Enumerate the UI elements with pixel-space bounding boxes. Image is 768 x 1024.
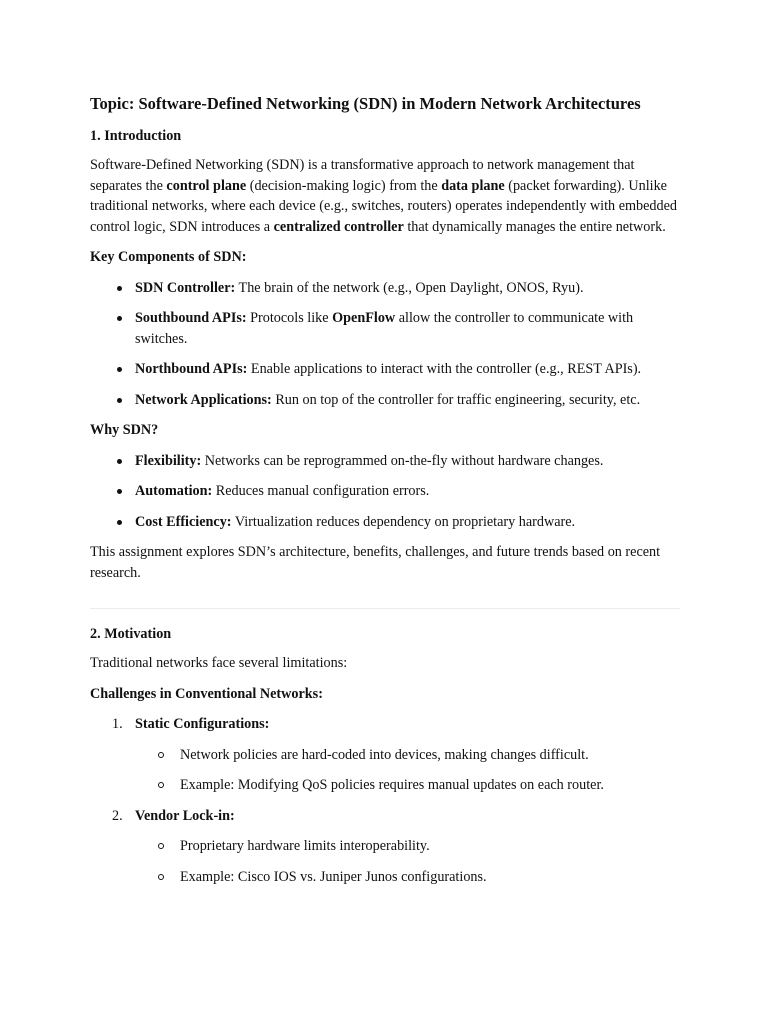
intro-paragraph bbox=[90, 155, 685, 237]
intro-text: that dynamically manages the entire network. bbox=[403, 218, 666, 235]
sub-list-item bbox=[90, 745, 685, 766]
list-item bbox=[90, 390, 685, 411]
list-item bbox=[90, 278, 685, 299]
hollow-bullet-icon bbox=[158, 782, 164, 788]
intro-text: Software-Defined Networking (SDN) is a transformative approach to network management that separates the bbox=[90, 157, 635, 194]
numbered-item-title: Vendor Lock-in: bbox=[135, 807, 235, 824]
term-control-plane: control plane bbox=[166, 177, 247, 194]
item-term: Cost Efficiency: bbox=[135, 513, 232, 530]
term-openflow: OpenFlow bbox=[332, 310, 396, 326]
item-text: Virtualization reduces dependency on proprietary hardware. bbox=[231, 513, 576, 530]
challenges-label: Challenges in Conventional Networks: bbox=[90, 685, 323, 702]
list-item bbox=[90, 481, 685, 502]
item-text: Enable applications to interact with the controller (e.g., REST APIs). bbox=[247, 361, 642, 377]
list-item bbox=[90, 512, 685, 533]
section-divider bbox=[90, 608, 680, 609]
intro-text: (packet forwarding). Unlike traditional networks, where each device (e.g., switches, routers) operates independently with embedded control logic, SDN introduces a bbox=[90, 177, 677, 235]
motivation-lead: Traditional networks face several limitations: bbox=[90, 655, 348, 671]
list-item bbox=[90, 451, 685, 472]
list-item bbox=[90, 359, 685, 380]
list-number: 1. bbox=[112, 716, 123, 732]
sub-item-text: Example: Cisco IOS vs. Juniper Junos configurations. bbox=[180, 868, 487, 885]
why-sdn-list bbox=[90, 451, 685, 533]
term-centralized-controller: centralized controller bbox=[273, 218, 404, 235]
item-term: Southbound APIs: bbox=[135, 310, 247, 326]
section-heading-motivation: 2. Motivation bbox=[90, 626, 172, 642]
item-text: Reduces manual configuration errors. bbox=[212, 483, 430, 499]
document-body bbox=[90, 93, 685, 897]
sub-list-item bbox=[90, 775, 685, 796]
numbered-item bbox=[90, 714, 685, 796]
intro-text: (decision-making logic) from the bbox=[246, 177, 442, 194]
item-text: Networks can be reprogrammed on-the-fly without hardware changes. bbox=[201, 452, 604, 469]
challenges-list bbox=[90, 714, 685, 887]
closing-paragraph: This assignment explores SDN’s architecture, benefits, challenges, and future trends based on recent research. bbox=[90, 544, 661, 581]
item-term: Network Applications: bbox=[135, 391, 272, 408]
list-item bbox=[90, 308, 685, 349]
item-term: Automation: bbox=[135, 483, 213, 499]
sub-item-text: Network policies are hard-coded into devices, making changes difficult. bbox=[180, 746, 589, 763]
sub-list-item bbox=[90, 836, 685, 857]
key-components-label: Key Components of SDN: bbox=[90, 249, 247, 265]
why-sdn-label: Why SDN? bbox=[90, 422, 159, 438]
sub-list-item bbox=[90, 867, 685, 888]
hollow-bullet-icon bbox=[158, 752, 164, 758]
numbered-item-title-row bbox=[90, 714, 685, 735]
sub-list bbox=[90, 745, 685, 796]
numbered-item bbox=[90, 806, 685, 888]
numbered-item-title: Static Configurations: bbox=[135, 716, 270, 732]
sub-item-text: Example: Modifying QoS policies requires manual updates on each router. bbox=[180, 777, 604, 793]
numbered-item-title-row bbox=[90, 806, 685, 827]
item-text: Protocols like bbox=[246, 310, 333, 326]
item-term: SDN Controller: bbox=[135, 279, 236, 296]
item-term: Flexibility: bbox=[135, 452, 202, 469]
item-text: Run on top of the controller for traffic engineering, security, etc. bbox=[271, 391, 641, 408]
item-term: Northbound APIs: bbox=[135, 361, 248, 377]
list-number: 2. bbox=[112, 807, 123, 824]
section-heading-introduction: 1. Introduction bbox=[90, 128, 182, 144]
key-components-list bbox=[90, 278, 685, 411]
term-data-plane: data plane bbox=[441, 177, 505, 194]
sub-list bbox=[90, 836, 685, 887]
hollow-bullet-icon bbox=[158, 843, 164, 849]
hollow-bullet-icon bbox=[158, 874, 164, 880]
document-title: Topic: Software-Defined Networking (SDN) in Modern Network Architectures bbox=[90, 94, 641, 113]
item-text: allow the controller to communicate with switches. bbox=[135, 310, 634, 347]
item-text: The brain of the network (e.g., Open Daylight, ONOS, Ryu). bbox=[235, 279, 584, 296]
sub-item-text: Proprietary hardware limits interoperability. bbox=[180, 838, 430, 854]
